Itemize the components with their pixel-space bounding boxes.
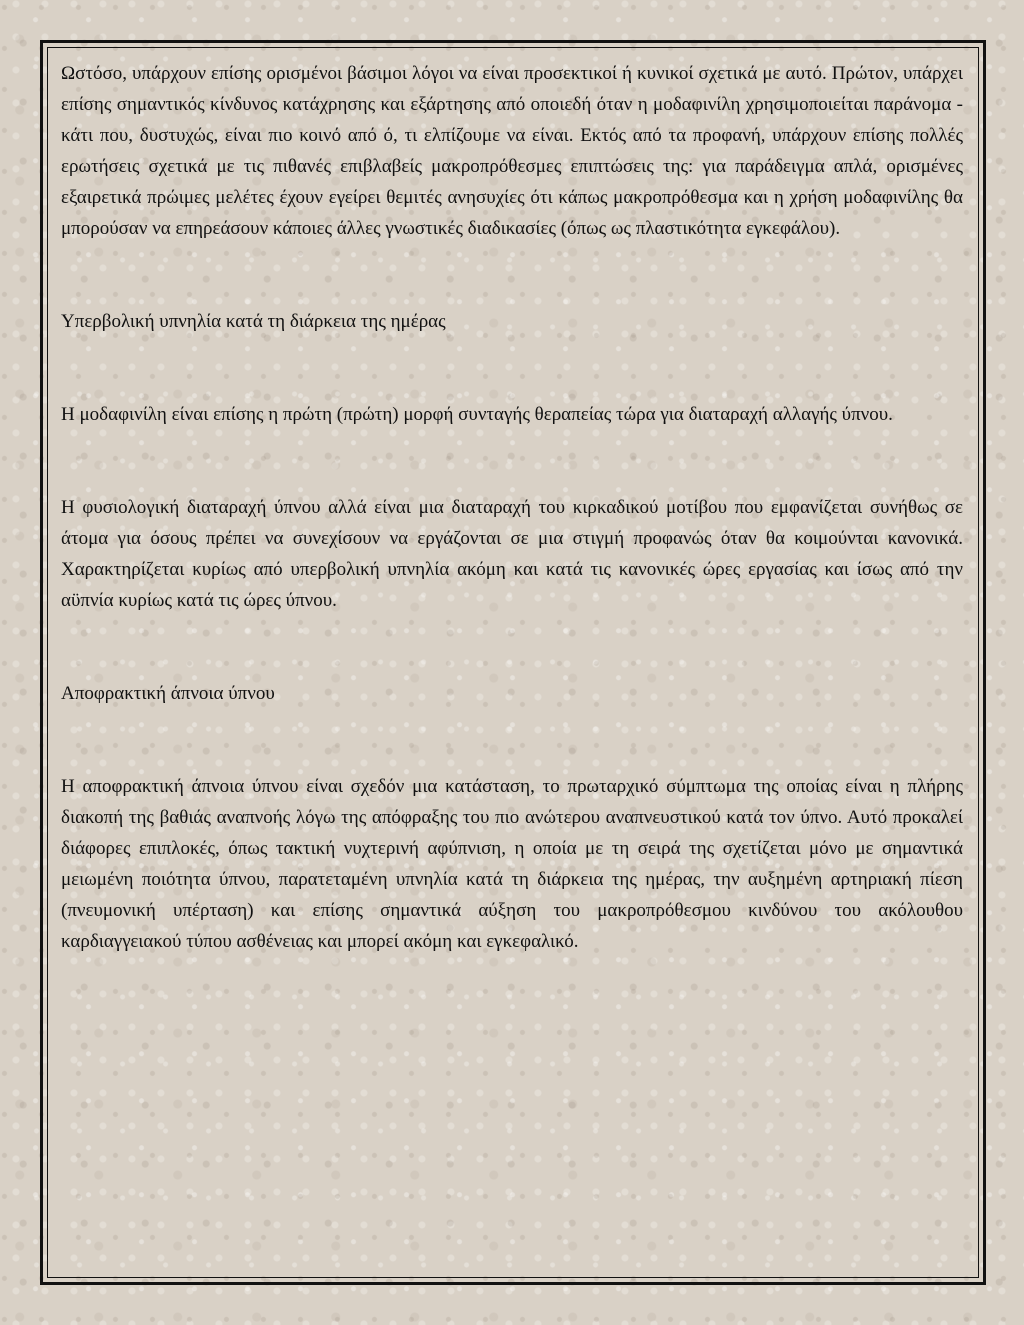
paragraph-modafinil-shift-work: Η μοδαφινίλη είναι επίσης η πρώτη (πρώτη) μορφή συνταγής θεραπείας τώρα για διαταραχή αλλαγής ύπνου. [61, 404, 893, 425]
paragraph-circadian-disorder: Η φυσιολογική διαταραχή ύπνου αλλά είναι μια διαταραχή του κιρκαδικού μοτίβου που εμφανίζεται συνήθως σε άτομα για όσους πρέπει να συνεχίσουν να εργάζονται σε μια στιγμή προφανώς όταν θα κοιμούνται κανονικά. Χαρακτηρίζεται κυρίως από υπερβολική υπνηλία ακόμη και κατά τις κανονικές ώρες εργασίας και ίσως από την αϋπνία κυρίως κατά τις ώρες ύπνου. [61, 497, 963, 611]
section-heading-daytime-sleepiness: Υπερβολική υπνηλία κατά τη διάρκεια της ημέρας [61, 311, 446, 332]
paragraph-sleep-apnea: Η αποφρακτική άπνοια ύπνου είναι σχεδόν μια κατάσταση, το πρωταρχικό σύμπτωμα της οποίας είναι η πλήρης διακοπή της βαθιάς αναπνοής λόγω της απόφραξης του πιο ανώτερου αναπνευστικού κατά τον ύπνο. Αυτό προκαλεί διάφορες επιπλοκές, όπως τακτική νυχτερινή αφύπνιση, η οποία με τη σειρά της σχετίζεται μόνο με σημαντικά μειωμένη ποιότητα ύπνου, παρατεταμένη υπνηλία κατά τη διάρκεια της ημέρας, την αυξημένη αρτηριακή πίεση (πνευμονική υπέρταση) και επίσης σημαντικά αύξηση του μακροπρόθεσμου κινδύνου του ακόλουθου καρδιαγγειακού τύπου ασθένειας και μπορεί ακόμη και εγκεφαλικό. [61, 776, 963, 952]
section-heading-sleep-apnea: Αποφρακτική άπνοια ύπνου [61, 683, 275, 704]
document-body [61, 58, 963, 957]
paragraph-intro: Ωστόσο, υπάρχουν επίσης ορισμένοι βάσιμοι λόγοι να είναι προσεκτικοί ή κυνικοί σχετικά με αυτό. Πρώτον, υπάρχει επίσης σημαντικός κίνδυνος κατάχρησης και εξάρτησης από οποιεδή όταν η μοδαφινίλη χρησιμοποιείται παράνομα - κάτι που, δυστυχώς, είναι πιο κοινό από ό, τι ελπίζουμε να είναι. Εκτός από τα προφανή, υπάρχουν επίσης πολλές ερωτήσεις σχετικά με τις πιθανές επιβλαβείς μακροπρόθεσμες επιπτώσεις της: για παράδειγμα απλά, ορισμένες εξαιρετικά πρώιμες μελέτες έχουν εγείρει θεμιτές ανησυχίες ότι κάπως μακροπρόθεσμα και η χρήση μοδαφινίλης θα μπορούσαν να επηρεάσουν κάποιες άλλες γνωστικές διαδικασίες (όπως ως πλαστικότητα εγκεφάλου). [61, 63, 963, 239]
